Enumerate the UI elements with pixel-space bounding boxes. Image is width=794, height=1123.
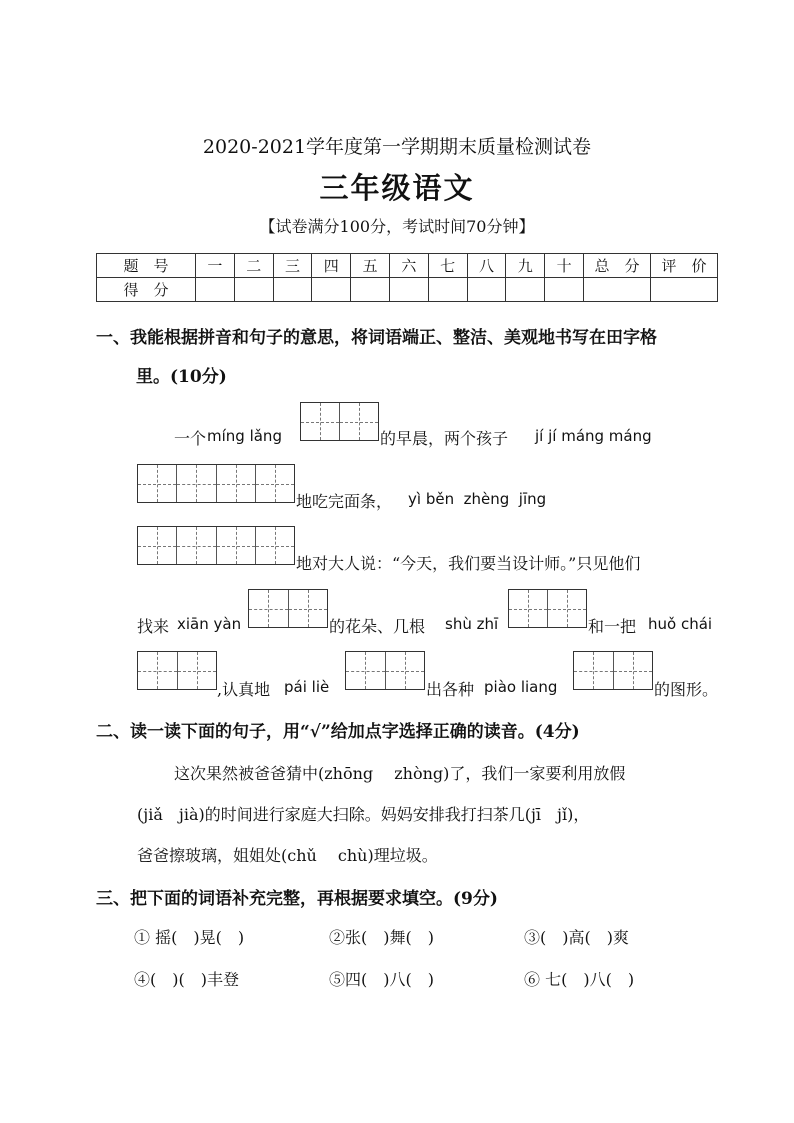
- q2-text: 爸爸擦玻璃，姐姐处(chǔ chù)理垃圾。: [137, 846, 438, 865]
- score-cell[interactable]: [389, 278, 428, 302]
- q1-heading-cont: 里。(10分): [136, 367, 227, 387]
- table-cell: 六: [389, 254, 428, 278]
- q2-text: (jiǎ jià)的时间进行家庭大扫除。妈妈安排我打扫茶几(jī jǐ)，: [137, 805, 590, 824]
- pinyin: míng lǎng: [207, 427, 282, 445]
- table-cell: 十: [545, 254, 584, 278]
- q1-text: 和一把: [588, 617, 637, 636]
- table-cell: 评 价: [651, 254, 718, 278]
- q1-text: 地对大人说：“今天，我们要当设计师。”只见他们: [296, 554, 641, 573]
- score-table-score-row: [97, 278, 718, 302]
- q1-text: 出各种: [426, 680, 475, 699]
- q1-text: 地吃完面条，: [296, 492, 393, 511]
- tianzige-box[interactable]: [573, 651, 653, 690]
- pinyin: jí jí máng máng: [535, 427, 652, 445]
- pinyin: yì běn zhèng jīng: [408, 490, 547, 508]
- q3-item: ⑥ 七( )八( ): [524, 970, 635, 989]
- q1-text: 的图形。: [654, 680, 719, 699]
- score-cell[interactable]: [467, 278, 506, 302]
- q3-item: ④( )( )丰登: [134, 970, 239, 989]
- tianzige-box[interactable]: [248, 589, 328, 628]
- table-cell: 题 号: [97, 254, 196, 278]
- q3-item: ⑤四( )八( ): [329, 970, 434, 989]
- tianzige-box[interactable]: [137, 526, 295, 565]
- table-cell: 九: [506, 254, 545, 278]
- score-cell[interactable]: [312, 278, 351, 302]
- tianzige-box[interactable]: [137, 464, 295, 503]
- score-cell[interactable]: [651, 278, 718, 302]
- tianzige-box[interactable]: [508, 589, 587, 628]
- exam-note: 【试卷满分100分，考试时间70分钟】: [259, 217, 535, 236]
- q3-item: ②张( )舞( ): [329, 928, 434, 947]
- q3-heading: 三、把下面的词语补充完整，再根据要求填空。(9分): [96, 889, 498, 909]
- q1-heading: 一、我能根据拼音和句子的意思，将词语端正、整洁、美观地书写在田字格: [96, 328, 657, 348]
- q3-item: ③( )高( )爽: [524, 928, 629, 947]
- q1-text: 找来: [137, 617, 170, 636]
- table-cell: 二: [234, 254, 273, 278]
- tianzige-box[interactable]: [137, 651, 217, 690]
- score-table: [96, 253, 718, 302]
- q3-item: ① 摇( )晃( ): [134, 928, 245, 947]
- pinyin: piào liang: [484, 678, 558, 696]
- score-cell[interactable]: [584, 278, 651, 302]
- table-cell: 得 分: [97, 278, 196, 302]
- score-cell[interactable]: [196, 278, 235, 302]
- score-table-header-row: [97, 254, 718, 278]
- table-cell: 一: [196, 254, 235, 278]
- q1-text: ,认真地: [217, 680, 271, 699]
- table-cell: 八: [467, 254, 506, 278]
- q1-text: 的早晨，两个孩子: [380, 429, 509, 448]
- exam-title: 2020-2021学年度第一学期期末质量检测试卷: [202, 136, 592, 158]
- tianzige-box[interactable]: [300, 402, 379, 441]
- table-cell: 总 分: [584, 254, 651, 278]
- table-cell: 五: [351, 254, 390, 278]
- tianzige-box[interactable]: [345, 651, 425, 690]
- q2-heading: 二、读一读下面的句子，用“√”给加点字选择正确的读音。(4分): [96, 722, 580, 742]
- score-cell[interactable]: [545, 278, 584, 302]
- pinyin: xiān yàn: [177, 615, 242, 633]
- table-cell: 四: [312, 254, 351, 278]
- pinyin: shù zhī: [445, 615, 499, 633]
- q1-text: 的花朵、几根: [329, 617, 426, 636]
- score-cell[interactable]: [234, 278, 273, 302]
- q2-text: 这次果然被爸爸猜中(zhōng zhòng)了，我们一家要利用放假: [174, 764, 626, 783]
- table-cell: 七: [428, 254, 467, 278]
- subject-title: 三年级语文: [319, 171, 475, 205]
- score-cell[interactable]: [506, 278, 545, 302]
- q1-text: 一个: [174, 429, 207, 448]
- score-cell[interactable]: [273, 278, 312, 302]
- score-cell[interactable]: [351, 278, 390, 302]
- score-cell[interactable]: [428, 278, 467, 302]
- pinyin: pái liè: [284, 678, 330, 696]
- table-cell: 三: [273, 254, 312, 278]
- pinyin: huǒ chái: [648, 615, 713, 633]
